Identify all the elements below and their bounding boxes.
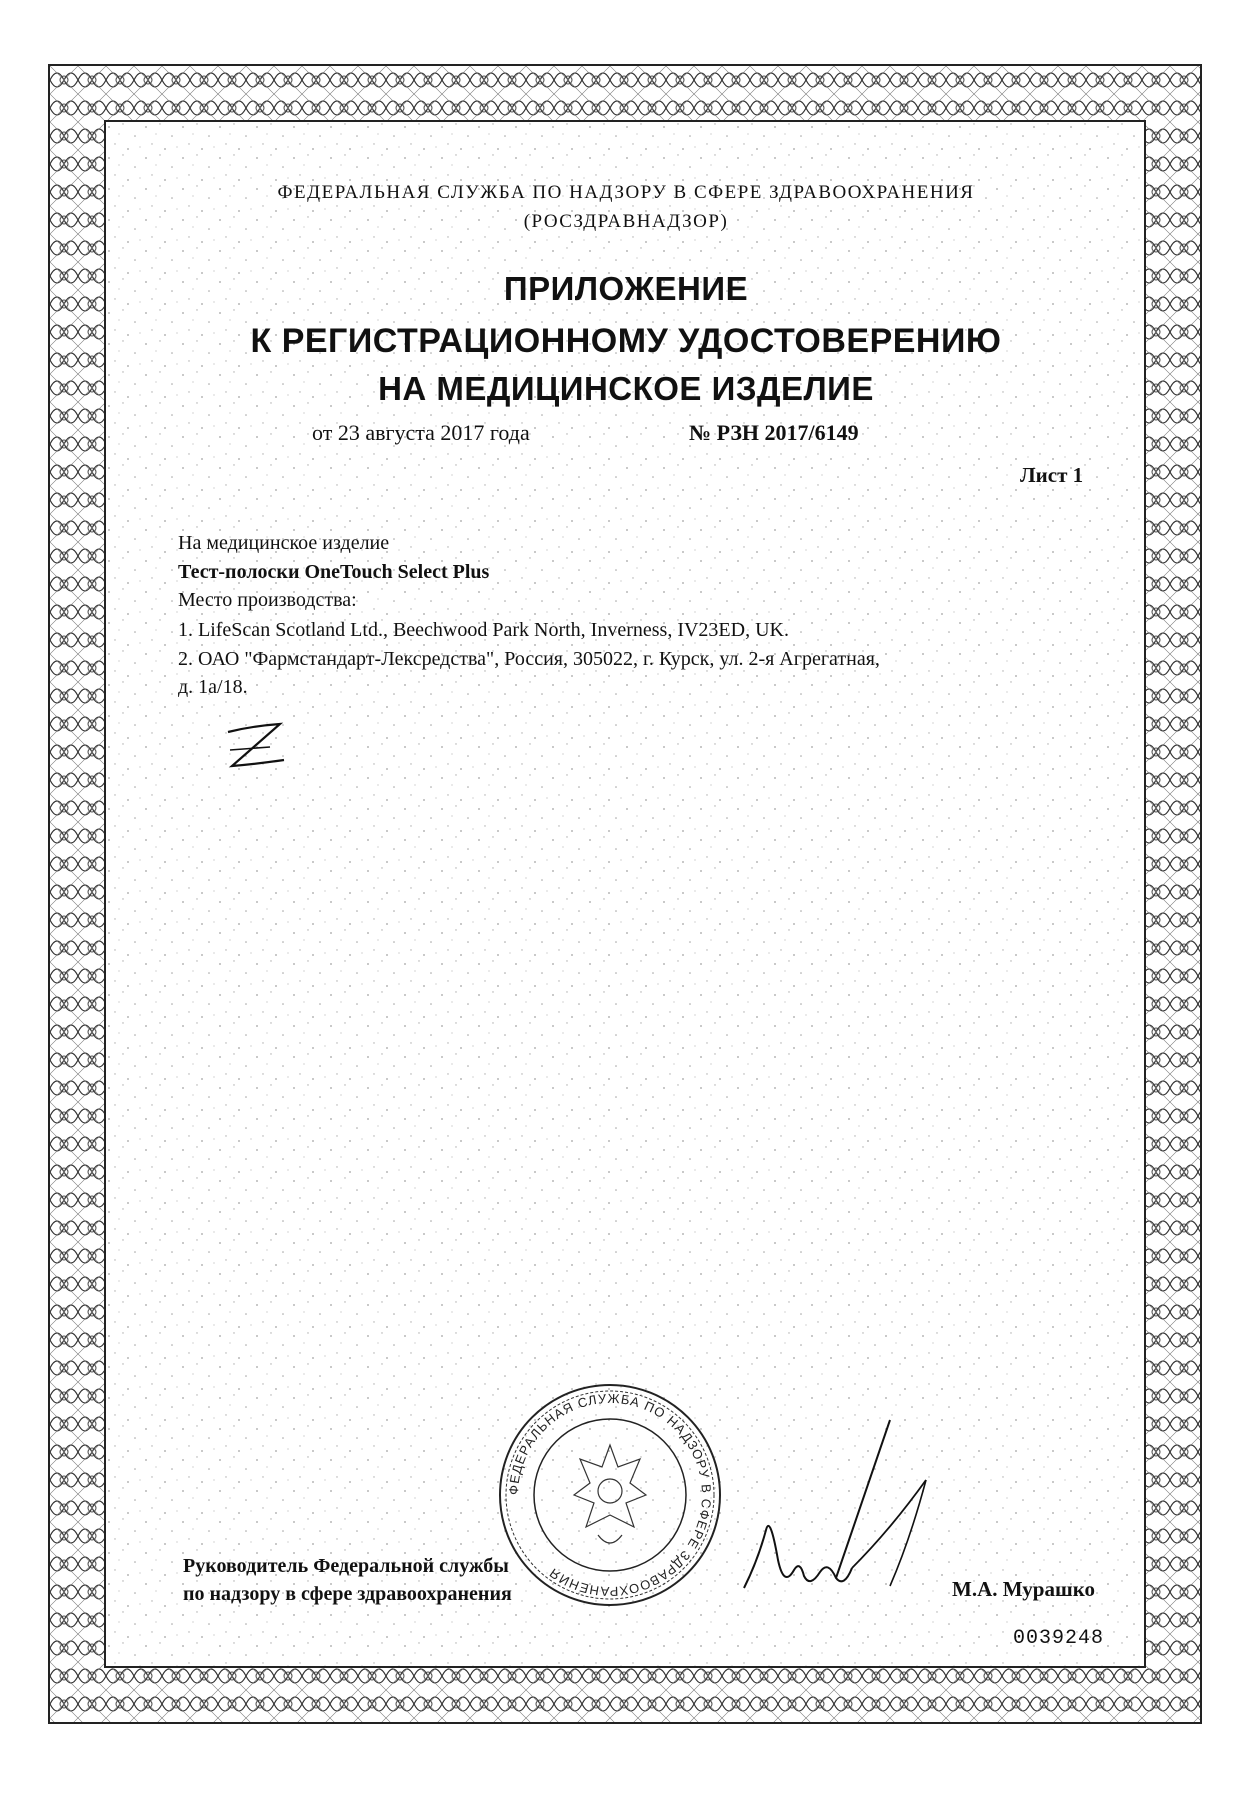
eagle-emblem-icon	[574, 1445, 646, 1543]
document-subtitle-line1: К РЕГИСТРАЦИОННОМУ УДОСТОВЕРЕНИЮ	[250, 322, 1002, 360]
signatory-position-line1: Руководитель Федеральной службы	[183, 1555, 509, 1577]
registration-number: № РЗН 2017/6149	[689, 420, 859, 445]
document-title: ПРИЛОЖЕНИЕ	[503, 270, 749, 307]
handwritten-signature	[740, 1410, 940, 1600]
production-site-2: 2. ОАО "Фармстандарт-Лексредства", Россия, 305022, г. Курск, ул. 2-я Агрегатная,	[178, 648, 880, 670]
production-site-1: 1. LifeScan Scotland Ltd., Beechwood Park North, Inverness, IV23ED, UK.	[178, 619, 789, 641]
agency-name: ФЕДЕРАЛЬНАЯ СЛУЖБА ПО НАДЗОРУ В СФЕРЕ ЗДРАВООХРАНЕНИЯ	[277, 182, 975, 203]
svg-text:ФЕДЕРАЛЬНАЯ СЛУЖБА ПО НАДЗОРУ	[506, 1391, 714, 1599]
issue-date: от 23 августа 2017 года	[312, 420, 530, 445]
form-serial-number: 0039248	[1013, 1627, 1105, 1650]
production-site-2-continued: д. 1а/18.	[178, 676, 248, 698]
z-cancellation-mark	[222, 720, 292, 780]
signatory-position-line2: по надзору в сфере здравоохранения	[183, 1583, 512, 1605]
document-subtitle-line2: НА МЕДИЦИНСКОЕ ИЗДЕЛИЕ	[378, 370, 874, 407]
official-seal-icon	[490, 1375, 730, 1615]
production-label: Место производства:	[178, 589, 357, 611]
intro-line: На медицинское изделие	[178, 532, 390, 554]
product-name: Тест-полоски OneTouch Select Plus	[178, 561, 490, 583]
agency-abbreviation: (РОСЗДРАВНАДЗОР)	[523, 211, 729, 232]
signatory-name: М.А. Мурашко	[952, 1577, 1096, 1601]
seal-text: ФЕДЕРАЛЬНАЯ СЛУЖБА ПО НАДЗОРУ В СФЕРЕ ЗДРАВООХРАНЕНИЯ	[505, 1390, 715, 1600]
sheet-number: Лист 1	[1020, 463, 1084, 487]
